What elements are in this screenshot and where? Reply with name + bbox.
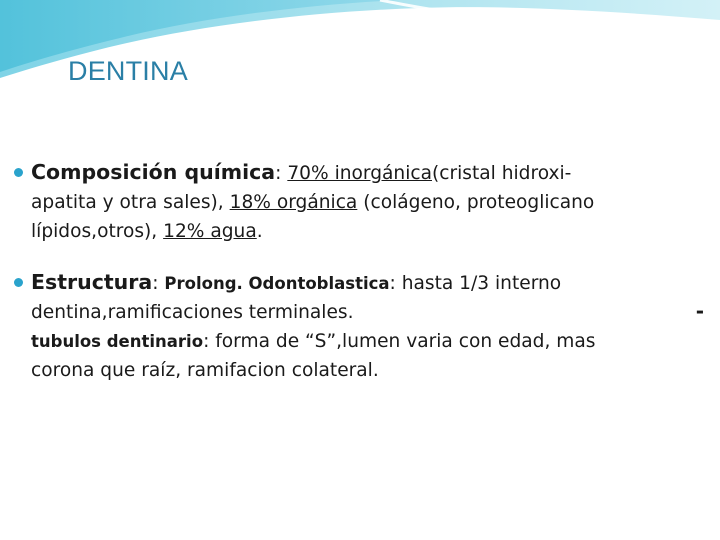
estructura-line-1 <box>31 268 704 298</box>
dash-marker: - <box>695 299 704 323</box>
composicion-text-4: lípidos,otros), <box>31 221 164 242</box>
estructura-colon: : <box>152 273 165 294</box>
composicion-text-3: (colágeno, proteoglicano <box>357 192 595 213</box>
estructura-text-1: : hasta 1/3 interno <box>389 273 562 294</box>
tubulos-dentinario-label: tubulos dentinario <box>31 332 204 351</box>
composicion-colon: : <box>275 163 288 184</box>
prolong-odontoblastica-label: Prolong. Odontoblastica <box>164 274 390 293</box>
organica-value: 18% orgánica <box>229 192 358 213</box>
estructura-text-2: dentina,ramificaciones terminales. <box>31 302 354 323</box>
estructura-text-3: : forma de “S”,lumen varia con edad, mas <box>203 331 596 352</box>
composicion-text-2: apatita y otra sales), <box>31 192 230 213</box>
estructura-line-4 <box>31 356 704 385</box>
composicion-line-1 <box>31 158 704 188</box>
estructura-line-2 <box>31 298 704 327</box>
estructura-line-3 <box>31 327 704 356</box>
slide-title: DENTINA <box>68 56 188 86</box>
agua-value: 12% agua <box>163 221 257 242</box>
composicion-text-5: . <box>256 221 263 242</box>
bullet-icon <box>14 168 23 177</box>
estructura-heading: Estructura <box>31 270 153 294</box>
composicion-heading: Composición química <box>31 160 276 184</box>
bullet-estructura <box>14 268 704 385</box>
bullet-icon <box>14 278 23 287</box>
inorganica-value: 70% inorgánica <box>287 163 432 184</box>
composicion-line-2 <box>31 188 704 217</box>
composicion-line-3 <box>31 217 704 246</box>
bullet-composicion <box>14 158 704 246</box>
slide-content <box>14 158 704 385</box>
composicion-text-1: (cristal hidroxi- <box>431 163 572 184</box>
estructura-text-4: corona que raíz, ramifacion colateral. <box>31 360 379 381</box>
